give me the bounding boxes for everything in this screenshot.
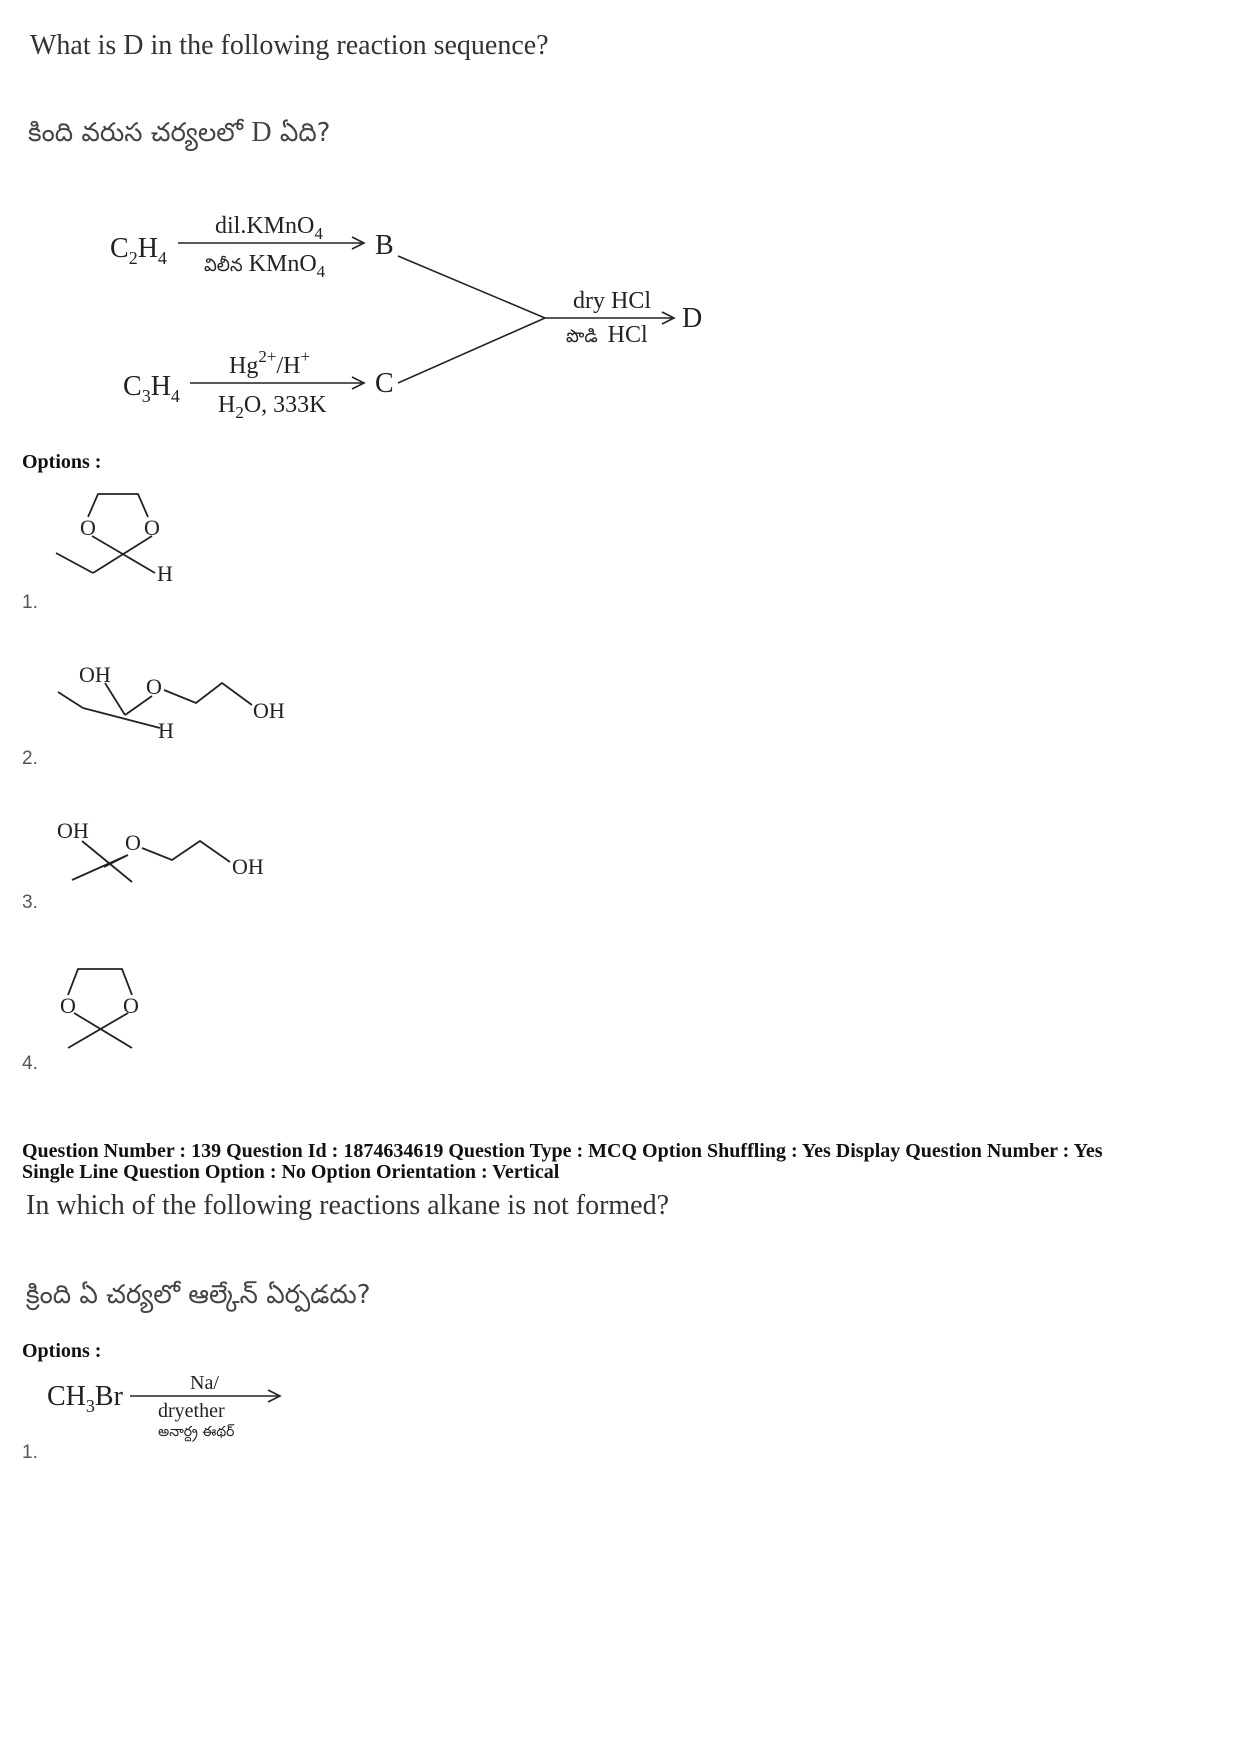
options-label: Options :	[22, 1340, 102, 1362]
atom-o: O	[146, 674, 162, 699]
bond	[105, 683, 125, 715]
product-c: C	[375, 368, 394, 399]
reactant-ch3br: $CH_3Br$	[47, 1381, 123, 1416]
option-number: 1.	[22, 1442, 38, 1463]
option-number: 3.	[22, 892, 38, 913]
merge-line-c	[398, 318, 545, 383]
reagent-above-2: $Hg^{2+}/H^+$	[229, 347, 311, 379]
atom-oh: OH	[57, 818, 89, 843]
bond	[88, 494, 148, 517]
bond	[68, 1013, 128, 1048]
question-text-en: In which of the following reactions alkane is not formed?	[26, 1190, 670, 1221]
option-number: 1.	[22, 592, 38, 613]
reagent-above: Na/	[190, 1372, 219, 1394]
question-text-en: What is D in the following reaction sequence?	[30, 30, 549, 61]
atom-o: O	[60, 993, 76, 1018]
reagent-above-3: dry HCl	[573, 288, 651, 314]
reagent-above-1: dil.KMnO$_4$	[215, 213, 323, 243]
question-te-letter: D	[251, 117, 272, 148]
bond	[68, 969, 132, 995]
atom-oh: OH	[79, 662, 111, 687]
atom-oh: OH	[253, 698, 285, 723]
reactant-c3h4: $C_3H_4$	[123, 371, 180, 406]
option-3-structure[interactable]	[40, 810, 320, 890]
atom-o: O	[123, 993, 139, 1018]
question-te-suffix: ఏది?	[279, 118, 331, 148]
atom-o: O	[80, 515, 96, 540]
reagent-below-2: $H_2O$, 333K	[218, 392, 327, 422]
reagent-below: dryether	[158, 1400, 225, 1422]
question-text-te	[28, 117, 331, 154]
atom-h: H	[158, 718, 174, 743]
reagent-below-te: అనార్ద్ర ఈథర్	[158, 1424, 235, 1440]
option-1-reaction[interactable]	[40, 1365, 340, 1455]
option-2-structure[interactable]	[40, 650, 320, 750]
question-te-prefix: కింది వరుస చర్యలలో	[28, 118, 244, 148]
question-text-te: క్రింది ఏ చర్యలో ఆల్కేన్ ఏర్పడదు?	[26, 1280, 371, 1310]
reagent-below-1: విలీన KMnO$_4$	[204, 251, 326, 281]
atom-o: O	[144, 515, 160, 540]
bond	[58, 692, 83, 708]
option-1-structure[interactable]	[40, 480, 200, 590]
product-d: D	[682, 303, 703, 334]
bond	[74, 1013, 132, 1048]
merge-line-b	[398, 256, 545, 318]
atom-o: O	[125, 830, 141, 855]
bond	[56, 553, 93, 573]
atom-h: H	[157, 561, 173, 586]
atom-oh: OH	[232, 854, 264, 879]
question-meta-line-2: Single Line Question Option : No Option Orientation : Vertical	[22, 1161, 560, 1183]
option-number: 4.	[22, 1053, 38, 1074]
question-meta-line-1: Question Number : 139 Question Id : 1874634619 Question Type : MCQ Option Shuffling : Yes Display Question Number : Yes	[22, 1140, 1103, 1162]
bond	[164, 683, 252, 705]
bond	[142, 841, 230, 862]
option-number: 2.	[22, 748, 38, 769]
reagent-below-3: పొడి HCl	[566, 322, 648, 348]
product-b: B	[375, 230, 394, 261]
reactant-c2h4: $C_2H_4$	[110, 233, 167, 268]
option-4-structure[interactable]	[40, 955, 180, 1055]
options-label: Options :	[22, 451, 102, 473]
reaction-scheme	[0, 190, 820, 430]
